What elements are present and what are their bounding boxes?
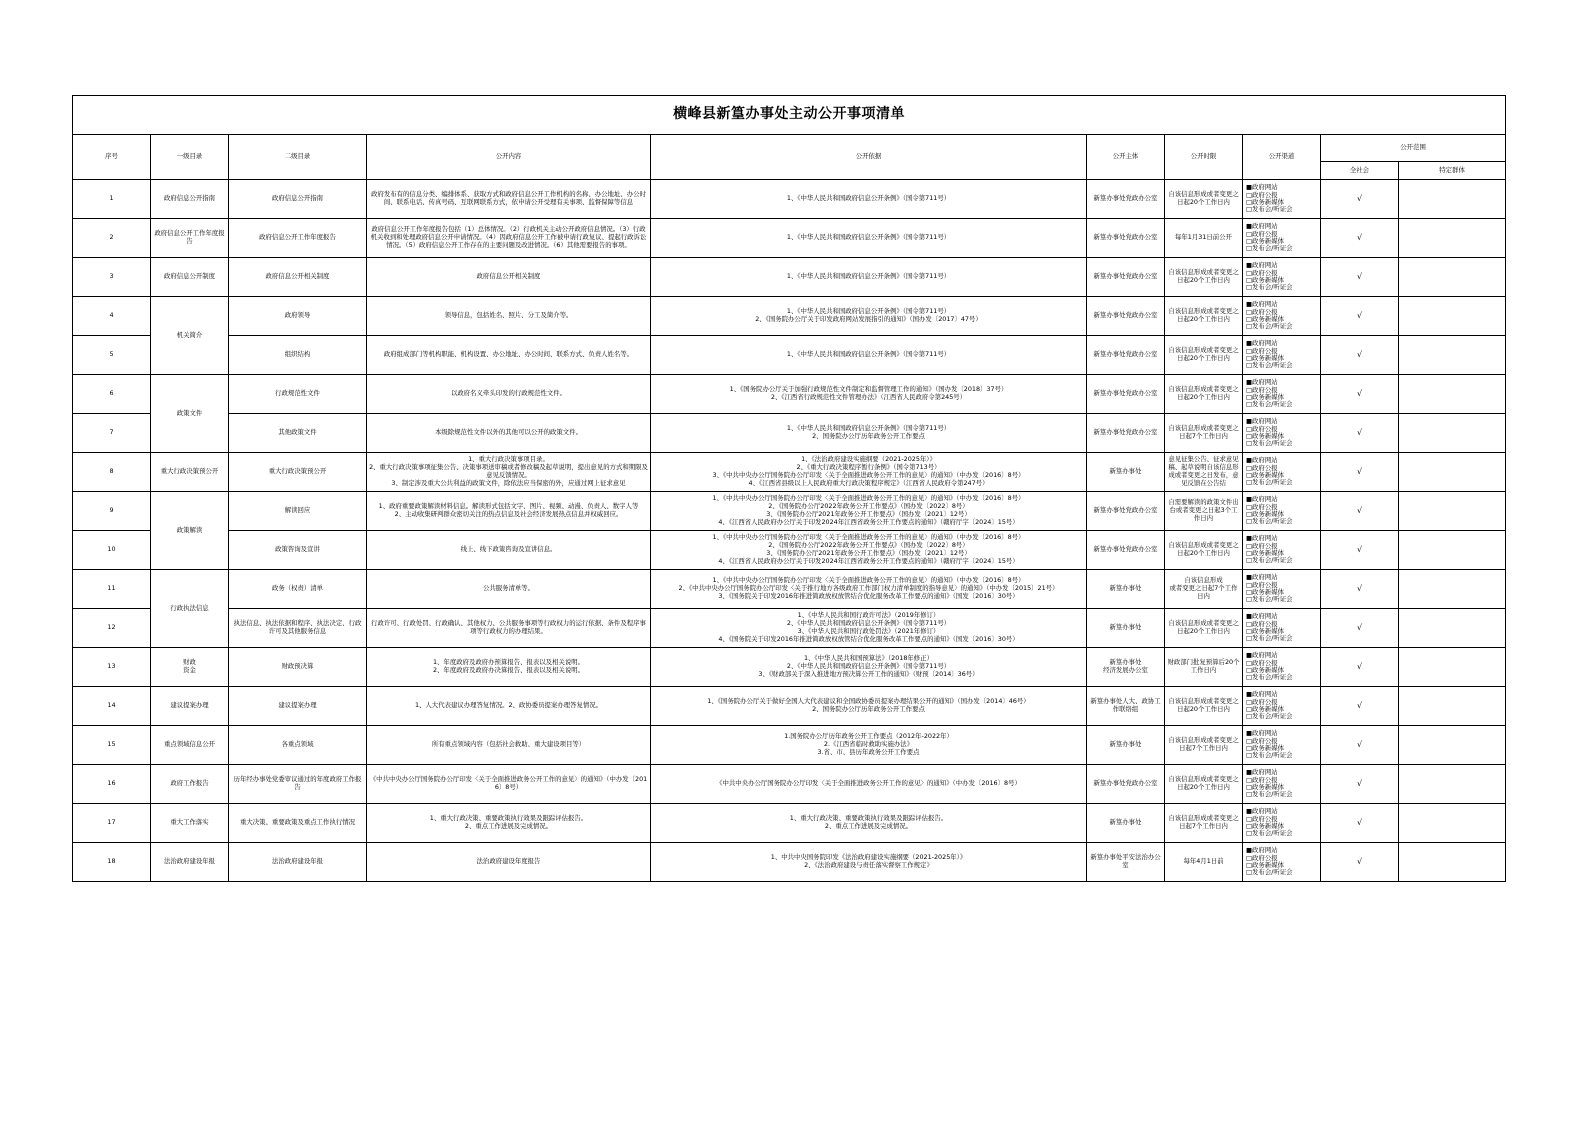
channel-option: □政务新媒体: [1246, 471, 1284, 479]
scope-specific-cell: [1399, 453, 1506, 492]
scope-specific-cell: [1399, 336, 1506, 375]
disclosure-channels: [1243, 297, 1321, 336]
channel-option: ■政府网站: [1246, 183, 1278, 192]
table-row: [73, 804, 1506, 843]
disclosure-basis: 1、《中华人民共和国政府信息公开条例》（国令第711号）: [651, 219, 1087, 258]
table-row: [73, 219, 1506, 258]
scope-specific-cell: [1399, 531, 1506, 570]
table-row: [73, 687, 1506, 726]
level2-category: 重大行政决策预公开: [229, 453, 367, 492]
table-row: [73, 726, 1506, 765]
scope-specific-cell: [1399, 726, 1506, 765]
disclosure-basis: 1、《法治政府建设实施纲要（2021-2025年）》 2、《重大行政决策程序暂行条例》（国令第713号） 3、《中共中央办公厅国务院办公厅印发〈关于全面推进政务公开工作的意见〉的通知》（中办发〔2016〕8号） 4、《江西省县级以上人民政府重大行政决策程序规定》（江西省人民政府令第247号）: [651, 453, 1087, 492]
channel-option: □发布会/听证会: [1246, 556, 1293, 565]
scope-specific-cell: [1399, 492, 1506, 531]
level2-category: 政府信息公开工作年度报告: [229, 219, 367, 258]
table-row: [73, 297, 1506, 336]
channel-option: □发布会/听证会: [1246, 673, 1293, 682]
disclosure-timelimit: 自该信息形成或者变更之日起20个工作日内: [1165, 297, 1243, 336]
channel-option: □发布会/听证会: [1246, 517, 1293, 526]
channel-option: □政务新媒体: [1246, 198, 1284, 206]
disclosure-timelimit: 自该信息形成或者变更之日起7个工作日内: [1165, 726, 1243, 765]
channel-option: □政务新媒体: [1246, 237, 1284, 245]
scope-all-check: √: [1321, 453, 1399, 492]
level2-category: 政府信息公开指南: [229, 180, 367, 219]
disclosure-channels: [1243, 843, 1321, 882]
channel-option: ■政府网站: [1246, 573, 1278, 582]
row-number: 3: [73, 258, 151, 297]
disclosure-subject: 新篁办事处: [1087, 453, 1165, 492]
channel-option: ■政府网站: [1246, 729, 1278, 738]
level2-category: 各重点领域: [229, 726, 367, 765]
disclosure-timelimit: 自该信息形成或者变更之日起20个工作日内: [1165, 687, 1243, 726]
level1-category: 法治政府建设年报: [151, 843, 229, 882]
row-number: 14: [73, 687, 151, 726]
disclosure-content: 政府组成部门等机构职能、机构设置、办公地址、办公时间、联系方式、负责人姓名等。: [367, 336, 651, 375]
disclosure-basis: 1、《中共中央办公厅国务院办公厅印发〈关于全面推进政务公开工作的意见〉的通知》（中办发〔2016〕8号） 2、《中共中央办公厅国务院办公厅印发〈关于推行地方各级政府工作部门权力清单制度的指导意见〉的通知》（中办发〔2015〕21号） 3、《国务院关于印发2016年推进简政放权放管结合优化服务改革工作要点的通知》（国发〔2016〕30号）: [651, 570, 1087, 609]
channel-option: □政务新媒体: [1246, 588, 1284, 596]
channel-option: ■政府网站: [1246, 339, 1278, 348]
disclosure-basis: 1、《中华人民共和国政府信息公开条例》（国令第711号）: [651, 180, 1087, 219]
level1-category: 政府信息公开制度: [151, 258, 229, 297]
scope-specific-cell: [1399, 219, 1506, 258]
row-number: 9: [73, 492, 151, 531]
disclosure-content: 政府发布有的信息分类、编排体系、获取方式和政府信息公开工作机构的名称、办公地址、办公时间、联系电话、传真号码、互联网联系方式，依申请公开受理有关事项、监督保障等信息: [367, 180, 651, 219]
level2-category: 法治政府建设年报: [229, 843, 367, 882]
channel-option: ■政府网站: [1246, 807, 1278, 816]
disclosure-timelimit: 自该信息形成或者变更之日起20个工作日内: [1165, 609, 1243, 648]
disclosure-content: 1、重大行政决策、重要政策执行效果及跟踪评估报告。 2、重点工作进展及完成情况。: [367, 804, 651, 843]
scope-all-check: √: [1321, 297, 1399, 336]
table-row: [73, 609, 1506, 648]
scope-all-check: √: [1321, 414, 1399, 453]
channel-option: □发布会/听证会: [1246, 790, 1293, 799]
disclosure-content: 政府信息公开工作年度报告包括（1）总体情况。（2）行政机关主动公开政府信息情况。（3）行政机关收到和处理政府信息公开申请情况。（4）因政府信息公开工作被申请行政复议、提起行政诉讼情况。（5）政府信息公开工作存在的主要问题及改进情况。（6）其他需要报告的事项。: [367, 219, 651, 258]
level2-category: 历年经办事处党委审议通过的年度政府工作报告: [229, 765, 367, 804]
table-row: [73, 648, 1506, 687]
disclosure-content: 行政许可、行政处罚、行政确认、其他权力、公共服务事项等行政权力的运行依据、条件及程序事项等行政权力的办理结果。: [367, 609, 651, 648]
header-level1: 一级目录: [151, 135, 229, 180]
disclosure-channels: [1243, 492, 1321, 531]
disclosure-timelimit: 自该信息形成或者变更之日起7个工作日内: [1165, 804, 1243, 843]
scope-all-check: √: [1321, 687, 1399, 726]
channel-option: ■政府网站: [1246, 768, 1278, 777]
disclosure-basis: 1、《中华人民共和国行政许可法》（2019年修订） 2、《中华人民共和国政府信息公开条例》（国令第711号） 3、《中华人民共和国行政处罚法》（2021年修订） 4、《国务院关于印发2016年推进简政放权放管结合优化服务改革工作要点的通知》（国发〔2016〕30号）: [651, 609, 1087, 648]
channel-option: ■政府网站: [1246, 612, 1278, 621]
channel-option: □政府公报: [1246, 541, 1278, 550]
scope-specific-cell: [1399, 570, 1506, 609]
channel-option: □政府公报: [1246, 229, 1278, 238]
level1-category: 重点领域信息公开: [151, 726, 229, 765]
header-level2: 二级目录: [229, 135, 367, 180]
table-row: [73, 843, 1506, 882]
channel-option: □政府公报: [1246, 580, 1278, 589]
disclosure-channels: [1243, 258, 1321, 297]
channel-option: □政府公报: [1246, 853, 1278, 862]
level2-category: 执法信息、执法依据和程序、执法决定、行政许可及其他服务信息: [229, 609, 367, 648]
disclosure-timelimit: 财政部门批复预算后20个工作日内: [1165, 648, 1243, 687]
disclosure-basis: 1、《国务院办公厅关于加强行政规范性文件制定和监督管理工作的通知》（国办发〔2018〕37号） 2、《江西省行政规范性文件管理办法》（江西省人民政府令第245号）: [651, 375, 1087, 414]
row-number: 17: [73, 804, 151, 843]
row-number: 2: [73, 219, 151, 258]
scope-all-check: √: [1321, 219, 1399, 258]
scope-all-check: √: [1321, 648, 1399, 687]
channel-option: □发布会/听证会: [1246, 400, 1293, 409]
level2-category: 政务（权责）清单: [229, 570, 367, 609]
level2-category: 其他政策文件: [229, 414, 367, 453]
scope-all-check: √: [1321, 765, 1399, 804]
channel-option: □政务新媒体: [1246, 627, 1284, 635]
scope-specific-cell: [1399, 843, 1506, 882]
channel-option: □政务新媒体: [1246, 510, 1284, 518]
level2-category: 政府领导: [229, 297, 367, 336]
channel-option: □政务新媒体: [1246, 276, 1284, 284]
header-subject: 公开主体: [1087, 135, 1165, 180]
row-number: 10: [73, 531, 151, 570]
table-row: [73, 570, 1506, 609]
scope-all-check: √: [1321, 843, 1399, 882]
level1-category: 机关简介: [151, 297, 229, 375]
disclosure-channels: [1243, 609, 1321, 648]
scope-specific-cell: [1399, 375, 1506, 414]
disclosure-timelimit: 自该信息形成或者变更之日起20个工作日内: [1165, 375, 1243, 414]
level2-category: 解读回应: [229, 492, 367, 531]
page-title: 横峰县新篁办事处主动公开事项清单: [73, 96, 1506, 135]
channel-option: ■政府网站: [1246, 378, 1278, 387]
channel-option: □政府公报: [1246, 346, 1278, 355]
disclosure-subject: 新篁办事处党政办公室: [1087, 297, 1165, 336]
channel-option: ■政府网站: [1246, 417, 1278, 426]
table-row: [73, 765, 1506, 804]
table-row: [73, 492, 1506, 531]
disclosure-timelimit: 意见征集公告、征求意见稿、起草说明自该信息形成或者变更之日发布，意见反馈在公告结: [1165, 453, 1243, 492]
disclosure-timelimit: 自该信息形成或者变更之日起20个工作日内: [1165, 531, 1243, 570]
channel-option: ■政府网站: [1246, 300, 1278, 309]
row-number: 8: [73, 453, 151, 492]
disclosure-basis: 1、《中华人民共和国政府信息公开条例》（国令第711号）: [651, 258, 1087, 297]
channel-option: □政府公报: [1246, 190, 1278, 199]
channel-option: □政务新媒体: [1246, 744, 1284, 752]
level1-category: 政策文件: [151, 375, 229, 453]
channel-option: □政务新媒体: [1246, 861, 1284, 869]
disclosure-timelimit: 自该信息形成或者变更之日起7个工作日内: [1165, 414, 1243, 453]
disclosure-subject: 新篁办事处: [1087, 570, 1165, 609]
level2-category: 重大决策、重要政策及重点工作执行情况: [229, 804, 367, 843]
table-body: [73, 180, 1506, 882]
scope-all-check: √: [1321, 570, 1399, 609]
channel-option: □发布会/听证会: [1246, 829, 1293, 838]
level1-category: 重大工作落实: [151, 804, 229, 843]
channel-option: □政务新媒体: [1246, 315, 1284, 323]
channel-option: □发布会/听证会: [1246, 712, 1293, 721]
scope-all-check: √: [1321, 375, 1399, 414]
disclosure-channels: [1243, 531, 1321, 570]
channel-option: □发布会/听证会: [1246, 244, 1293, 253]
scope-specific-cell: [1399, 297, 1506, 336]
level2-category: 财政预决算: [229, 648, 367, 687]
channel-option: □政务新媒体: [1246, 393, 1284, 401]
disclosure-content: 政府信息公开相关制度: [367, 258, 651, 297]
channel-option: □发布会/听证会: [1246, 205, 1293, 214]
scope-specific-cell: [1399, 180, 1506, 219]
scope-all-check: √: [1321, 804, 1399, 843]
channel-option: □政府公报: [1246, 814, 1278, 823]
disclosure-timelimit: 自该信息形成或者变更之日起20个工作日内: [1165, 336, 1243, 375]
disclosure-subject: 新篁办事处党政办公室: [1087, 414, 1165, 453]
disclosure-content: 1、政府重要政策解读材料信息。解读形式包括文字、图片、视频、动漫、负责人、数字人等 2、主动收集研判群众密切关注的热点信息及社会经济发展热点信息并权威回应。: [367, 492, 651, 531]
row-number: 12: [73, 609, 151, 648]
row-number: 18: [73, 843, 151, 882]
disclosure-subject: 新篁办事处党政办公室: [1087, 336, 1165, 375]
disclosure-channels: [1243, 180, 1321, 219]
level1-category: 政策解读: [151, 492, 229, 570]
disclosure-basis: 1、中共中央国务院印发《法治政府建设实施纲要（2021-2025年）》 2、《法治政府建设与责任落实督察工作规定》: [651, 843, 1087, 882]
row-number: 7: [73, 414, 151, 453]
channel-option: ■政府网站: [1246, 846, 1278, 855]
disclosure-timelimit: 每年1月31日前公开: [1165, 219, 1243, 258]
disclosure-channels: [1243, 726, 1321, 765]
disclosure-basis: 1、《中共中央办公厅国务院办公厅印发〈关于全面推进政务公开工作的意见〉的通知》（中办发〔2016〕8号） 2、《国务院办公厅2022年政务公开工作要点》（国办发〔2022〕8号） 3、《国务院办公厅2021年政务公开工作要点》（国办发〔2021〕12号） 4、《江西省人民政府办公厅关于印发2024年江西省政务公开工作要点的通知》（赣府厅字〔2024〕15号）: [651, 492, 1087, 531]
disclosure-timelimit: 自该信息形成或者变更之日起20个工作日内: [1165, 258, 1243, 297]
channel-option: □发布会/听证会: [1246, 361, 1293, 370]
disclosure-timelimit: 自该信息形成 或者变更之日起7个工作日内: [1165, 570, 1243, 609]
disclosure-timelimit: 自该信息形成或者变更之日起20个工作日内: [1165, 765, 1243, 804]
table-row: [73, 258, 1506, 297]
scope-all-check: √: [1321, 609, 1399, 648]
disclosure-subject: 新篁办事处党政办公室: [1087, 492, 1165, 531]
scope-specific-cell: [1399, 258, 1506, 297]
row-number: 16: [73, 765, 151, 804]
channel-option: □政府公报: [1246, 307, 1278, 316]
disclosure-subject: 新篁办事处: [1087, 804, 1165, 843]
channel-option: ■政府网站: [1246, 456, 1278, 465]
disclosure-channels: [1243, 765, 1321, 804]
channel-option: □发布会/听证会: [1246, 439, 1293, 448]
disclosure-basis: 《中共中央办公厅国务院办公厅印发〈关于全面推进政务公开工作的意见〉的通知》（中办发〔2016〕8号）: [651, 765, 1087, 804]
disclosure-subject: 新篁办事处: [1087, 726, 1165, 765]
scope-specific-cell: [1399, 687, 1506, 726]
level2-category: 组织结构: [229, 336, 367, 375]
table-row: [73, 375, 1506, 414]
disclosure-timelimit: 自该信息形成或者变更之日起20个工作日内: [1165, 180, 1243, 219]
disclosure-basis: 1、《中华人民共和国政府信息公开条例》（国令第711号）: [651, 336, 1087, 375]
channel-option: □发布会/听证会: [1246, 751, 1293, 760]
header-timelimit: 公开时限: [1165, 135, 1243, 180]
disclosure-subject: 新篁办事处党政办公室: [1087, 219, 1165, 258]
disclosure-subject: 新篁办事处党政办公室: [1087, 180, 1165, 219]
disclosure-content: 1、年度政府及政府办预算报告、报表以及相关说明。 2、年度政府及政府办决算报告、报表以及相关说明。: [367, 648, 651, 687]
table-row: [73, 180, 1506, 219]
disclosure-channels: [1243, 570, 1321, 609]
channel-option: □发布会/听证会: [1246, 868, 1293, 877]
channel-option: □政务新媒体: [1246, 666, 1284, 674]
disclosure-basis: 1、《中华人民共和国政府信息公开条例》（国令第711号） 2、国务院办公厅历年政务公开工作要点: [651, 414, 1087, 453]
disclosure-content: 线上、线下政策咨询及宣讲信息。: [367, 531, 651, 570]
level2-category: 行政规范性文件: [229, 375, 367, 414]
channel-option: □政府公报: [1246, 463, 1278, 472]
disclosure-basis: 1、《中共中央办公厅国务院办公厅印发〈关于全面推进政务公开工作的意见〉的通知》（中办发〔2016〕8号） 2、《国务院办公厅2022年政务公开工作要点》（国办发〔2022〕8号） 3、《国务院办公厅2021年政务公开工作要点》（国办发〔2021〕12号） 4、《江西省人民政府办公厅关于印发2024年江西省政务公开工作要点的通知》（赣府厅字〔2024〕15号）: [651, 531, 1087, 570]
scope-specific-cell: [1399, 609, 1506, 648]
channel-option: □政府公报: [1246, 268, 1278, 277]
scope-all-check: √: [1321, 726, 1399, 765]
disclosure-subject: 新篁办事处党政办公室: [1087, 375, 1165, 414]
channel-option: □发布会/听证会: [1246, 283, 1293, 292]
row-number: 6: [73, 375, 151, 414]
channel-option: □政务新媒体: [1246, 549, 1284, 557]
disclosure-timelimit: 每年4月1日前: [1165, 843, 1243, 882]
header-channel: 公开渠道: [1243, 135, 1321, 180]
scope-all-check: √: [1321, 336, 1399, 375]
channel-option: ■政府网站: [1246, 534, 1278, 543]
channel-option: ■政府网站: [1246, 495, 1278, 504]
level1-category: 政府工作报告: [151, 765, 229, 804]
channel-option: □政府公报: [1246, 385, 1278, 394]
channel-option: ■政府网站: [1246, 261, 1278, 270]
scope-specific-cell: [1399, 804, 1506, 843]
disclosure-basis: 1、《国务院办公厅关于做好全国人大代表建议和全国政协委员提案办理结果公开的通知》（国办发〔2014〕46号） 2、国务院办公厅历年政务公开工作要点: [651, 687, 1087, 726]
scope-all-check: √: [1321, 531, 1399, 570]
scope-all-check: √: [1321, 180, 1399, 219]
level2-category: 建议提案办理: [229, 687, 367, 726]
header-scope-specific: 特定群体: [1399, 162, 1506, 180]
channel-option: □政务新媒体: [1246, 354, 1284, 362]
header-content: 公开内容: [367, 135, 651, 180]
disclosure-channels: [1243, 375, 1321, 414]
level1-category: 政府信息公开指南: [151, 180, 229, 219]
scope-specific-cell: [1399, 414, 1506, 453]
disclosure-table: [72, 95, 1506, 882]
disclosure-subject: 新篁办事处党政办公室: [1087, 258, 1165, 297]
level2-category: 政策咨询及宣讲: [229, 531, 367, 570]
disclosure-channels: [1243, 219, 1321, 258]
level1-category: 政府信息公开工作年度报告: [151, 219, 229, 258]
scope-specific-cell: [1399, 648, 1506, 687]
channel-option: □政府公报: [1246, 658, 1278, 667]
disclosure-content: 以政府名义牵头印发的行政规范性文件。: [367, 375, 651, 414]
row-number: 15: [73, 726, 151, 765]
list-sheet: [72, 95, 1505, 882]
disclosure-content: 本级除规范性文件以外的其他可以公开的政策文件。: [367, 414, 651, 453]
disclosure-basis: 1、《中华人民共和国政府信息公开条例》（国令第711号） 2、《国务院办公厅关于印发政府网站发展指引的通知》（国办发〔2017〕47号）: [651, 297, 1087, 336]
channel-option: □发布会/听证会: [1246, 634, 1293, 643]
channel-option: ■政府网站: [1246, 222, 1278, 231]
disclosure-basis: 1、重大行政决策、重要政策执行效果及跟踪评估报告。 2、重点工作进展及完成情况。: [651, 804, 1087, 843]
channel-option: □政务新媒体: [1246, 783, 1284, 791]
disclosure-basis: 1、《中华人民共和国预算法》（2018年修正） 2、《中华人民共和国政府信息公开条例》（国令第711号） 3、《财政部关于深入推进地方预决算公开工作的通知》（财预〔2014〕36号）: [651, 648, 1087, 687]
channel-option: □政府公报: [1246, 697, 1278, 706]
disclosure-subject: 新篁办事处党政办公室: [1087, 765, 1165, 804]
channel-option: □政府公报: [1246, 424, 1278, 433]
channel-option: □发布会/听证会: [1246, 595, 1293, 604]
table-row: [73, 531, 1506, 570]
level1-category: 财政 资金: [151, 648, 229, 687]
header-no: 序号: [73, 135, 151, 180]
header-scope: 公开范围: [1321, 135, 1506, 162]
row-number: 5: [73, 336, 151, 375]
disclosure-content: 1、人大代表建议办理答复情况。2、政协委员提案办理答复情况。: [367, 687, 651, 726]
disclosure-channels: [1243, 648, 1321, 687]
disclosure-content: 法治政府建设年度报告: [367, 843, 651, 882]
disclosure-subject: 新篁办事处人大、政协工作联络组: [1087, 687, 1165, 726]
disclosure-content: 公共服务清单等。: [367, 570, 651, 609]
level1-category: 重大行政决策预公开: [151, 453, 229, 492]
disclosure-channels: [1243, 336, 1321, 375]
table-row: [73, 414, 1506, 453]
row-number: 1: [73, 180, 151, 219]
header-basis: 公开依据: [651, 135, 1087, 180]
disclosure-timelimit: 自需要解读的政策文件出台或者变更之日起3个工作日内: [1165, 492, 1243, 531]
channel-option: □发布会/听证会: [1246, 322, 1293, 331]
header-scope-all: 全社会: [1321, 162, 1399, 180]
channel-option: □政务新媒体: [1246, 432, 1284, 440]
channel-option: □政务新媒体: [1246, 705, 1284, 713]
channel-option: □政府公报: [1246, 736, 1278, 745]
disclosure-subject: 新篁办事处平安法治办公室: [1087, 843, 1165, 882]
disclosure-subject: 新篁办事处: [1087, 609, 1165, 648]
disclosure-content: 所有重点领域内容（包括社会救助、重大建设项目等）: [367, 726, 651, 765]
disclosure-content: 领导信息，包括姓名、照片、分工及简介等。: [367, 297, 651, 336]
level2-category: 政府信息公开相关制度: [229, 258, 367, 297]
channel-option: □政务新媒体: [1246, 822, 1284, 830]
scope-all-check: √: [1321, 492, 1399, 531]
table-row: [73, 453, 1506, 492]
disclosure-basis: 1.国务院办公厅历年政务公开工作要点（2012年-2022年） 2.《江西省临时救助实施办法》 3.省、市、县历年政务公开工作要点: [651, 726, 1087, 765]
row-number: 11: [73, 570, 151, 609]
disclosure-subject: 新篁办事处党政办公室: [1087, 531, 1165, 570]
disclosure-content: 1、重大行政决策事项目录。 2、重大行政决策事项征集公告、决策事项送审稿或者修改稿及起草说明，提出意见的方式和期限及意见反馈情况。 3、制定涉及重大公共利益的政策文件，除依法应当保密的外，应通过网上征求意见: [367, 453, 651, 492]
disclosure-channels: [1243, 804, 1321, 843]
disclosure-channels: [1243, 687, 1321, 726]
channel-option: □发布会/听证会: [1246, 478, 1293, 487]
channel-option: □政府公报: [1246, 619, 1278, 628]
channel-option: □政府公报: [1246, 775, 1278, 784]
scope-all-check: √: [1321, 258, 1399, 297]
disclosure-channels: [1243, 453, 1321, 492]
scope-specific-cell: [1399, 765, 1506, 804]
channel-option: ■政府网站: [1246, 690, 1278, 699]
row-number: 13: [73, 648, 151, 687]
disclosure-channels: [1243, 414, 1321, 453]
table-row: [73, 336, 1506, 375]
disclosure-content: 《中共中央办公厅国务院办公厅印发〈关于全面推进政务公开工作的意见〉的通知》（中办发〔2016〕8号）: [367, 765, 651, 804]
disclosure-subject: 新篁办事处 经济发展办公室: [1087, 648, 1165, 687]
channel-option: □政府公报: [1246, 502, 1278, 511]
channel-option: ■政府网站: [1246, 651, 1278, 660]
level1-category: 行政执法信息: [151, 570, 229, 648]
level1-category: 建议提案办理: [151, 687, 229, 726]
row-number: 4: [73, 297, 151, 336]
